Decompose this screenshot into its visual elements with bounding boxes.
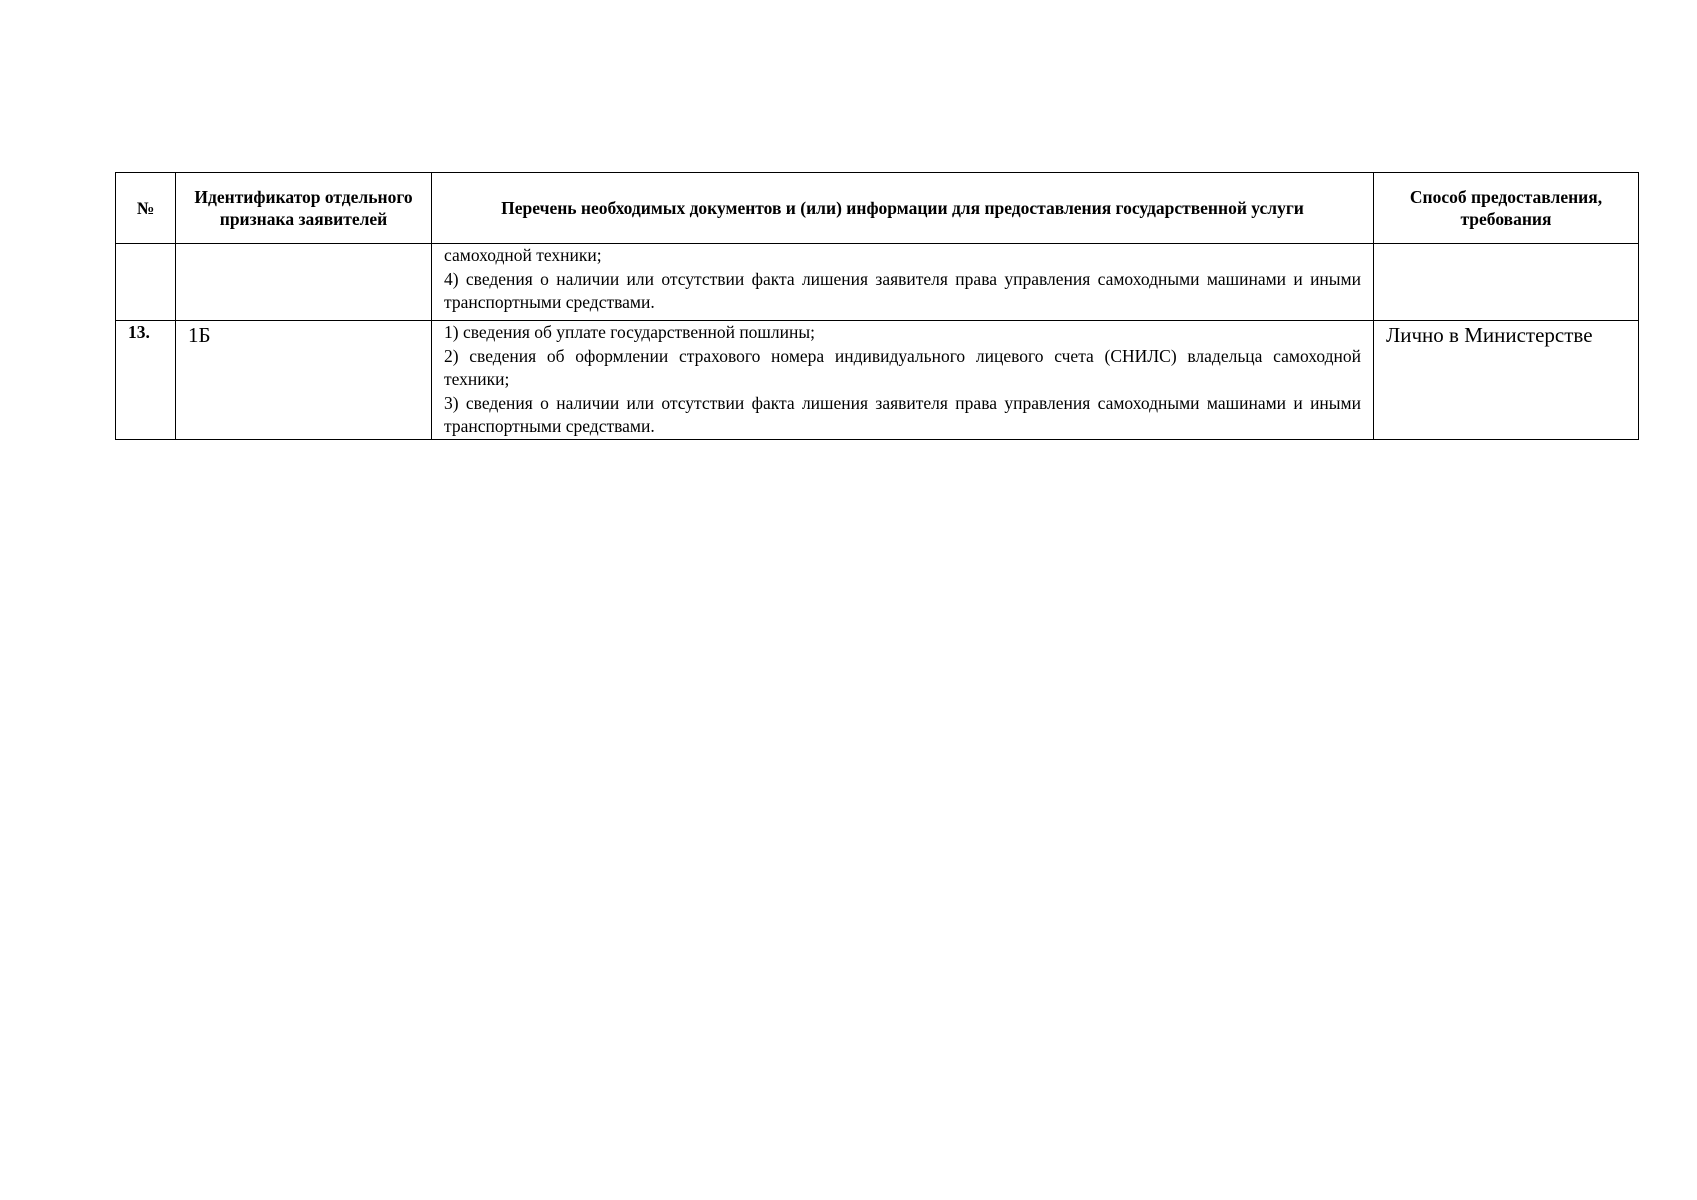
- documents-table: [115, 172, 1639, 440]
- row-method-cell: Лично в Министерстве: [1374, 321, 1639, 440]
- header-documents-list: Перечень необходимых документов и (или) информации для предоставления государственной услуги: [432, 173, 1374, 244]
- header-submission-method: Способ предоставления, требования: [1374, 173, 1639, 244]
- document-item: 1) сведения об уплате государственной пошлины;: [444, 322, 815, 342]
- document-item: самоходной техники;: [444, 245, 602, 265]
- document-item: 2) сведения об оформлении страхового номера индивидуального лицевого счета (СНИЛС) владельца самоходной техники;: [444, 345, 1361, 389]
- row-identifier-cell: 1Б: [176, 321, 432, 440]
- row-identifier-cell: [176, 244, 432, 321]
- row-number-cell: 13.: [116, 321, 176, 440]
- document-item: 3) сведения о наличии или отсутствии факта лишения заявителя права управления самоходными машинами и иными транспортными средствами.: [444, 392, 1361, 436]
- header-number: №: [116, 173, 176, 244]
- row-documents-cell: [432, 321, 1374, 440]
- table-row: [116, 321, 1639, 440]
- table-row: [116, 244, 1639, 321]
- header-applicant-identifier: Идентификатор отдельного признака заявителей: [176, 173, 432, 244]
- row-method-cell: [1374, 244, 1639, 321]
- row-number-cell: [116, 244, 176, 321]
- table-header-row: [116, 173, 1639, 244]
- row-documents-cell: [432, 244, 1374, 321]
- document-item: 4) сведения о наличии или отсутствии факта лишения заявителя права управления самоходными машинами и иными транспортными средствами.: [444, 268, 1361, 312]
